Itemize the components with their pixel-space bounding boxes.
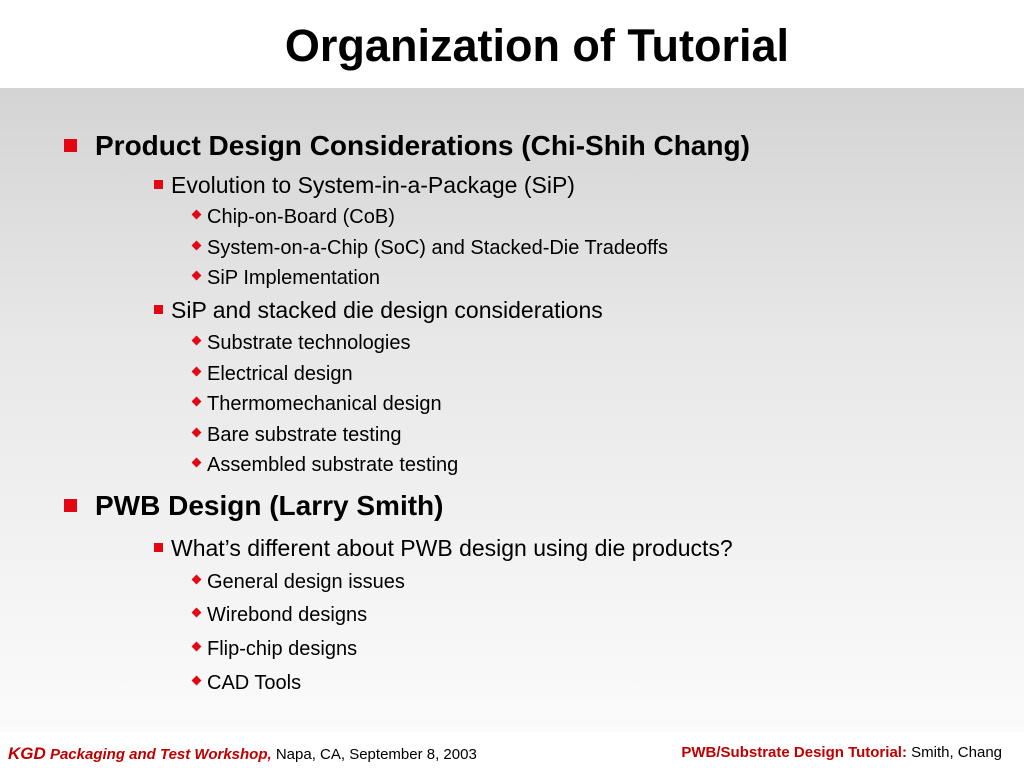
small-square-bullet-icon <box>154 305 163 314</box>
diamond-bullet-icon <box>192 676 202 686</box>
list-item-text: Bare substrate testing <box>207 424 402 446</box>
diamond-bullet-icon <box>192 458 202 468</box>
list-item-text: Flip-chip designs <box>207 638 358 660</box>
diamond-bullet-icon <box>192 271 202 281</box>
diamond-bullet-icon <box>192 608 202 618</box>
list-item <box>192 265 380 291</box>
footer-tutorial-label: PWB/Substrate Design Tutorial: <box>681 744 907 761</box>
diamond-bullet-icon <box>192 397 202 407</box>
slide-title: Organization of Tutorial <box>284 20 790 71</box>
diamond-bullet-icon <box>192 642 202 652</box>
diamond-bullet-icon <box>192 336 202 346</box>
section-heading-text: PWB Design (Larry Smith) <box>95 490 444 521</box>
subsection-label: SiP and stacked die design considerations <box>171 297 603 323</box>
list-item-text: CAD Tools <box>207 672 302 694</box>
square-bullet-icon <box>64 139 77 152</box>
list-item-text: Assembled substrate testing <box>207 454 459 476</box>
list-item <box>192 391 442 417</box>
diamond-bullet-icon <box>192 241 202 251</box>
list-item <box>192 361 353 387</box>
list-item-text: Thermomechanical design <box>207 393 442 415</box>
subsection-label: Evolution to System-in-a-Package (SiP) <box>171 172 575 198</box>
diamond-bullet-icon <box>192 575 202 585</box>
list-item-text: General design issues <box>207 571 405 593</box>
list-item-text: Chip-on-Board (CoB) <box>207 206 395 228</box>
square-bullet-icon <box>64 499 77 512</box>
list-item-text: System-on-a-Chip (SoC) and Stacked-Die Tradeoffs <box>207 237 668 259</box>
subsection-item <box>154 296 603 324</box>
list-item <box>192 569 405 595</box>
list-item <box>192 670 301 696</box>
list-item-text: Electrical design <box>207 363 353 385</box>
title-band <box>0 0 1024 88</box>
list-item <box>192 330 410 356</box>
footer-brand-workshop: Packaging and Test Workshop, <box>45 746 272 763</box>
diamond-bullet-icon <box>192 367 202 377</box>
list-item <box>192 204 395 230</box>
footer-authors: Smith, Chang <box>906 744 1002 761</box>
section-heading <box>64 129 750 163</box>
list-item <box>192 452 458 478</box>
footer-brand-kgd: KGD <box>8 744 46 763</box>
list-item-text: Wirebond designs <box>207 604 368 626</box>
list-item <box>192 422 402 448</box>
slide-footer <box>0 732 1024 768</box>
list-item <box>192 235 668 261</box>
list-item <box>192 636 357 662</box>
small-square-bullet-icon <box>154 543 163 552</box>
section-heading-text: Product Design Considerations (Chi-Shih Chang) <box>95 130 750 161</box>
list-item <box>192 602 367 628</box>
diamond-bullet-icon <box>192 210 202 220</box>
subsection-label: What’s different about PWB design using die products? <box>171 535 733 561</box>
footer-right <box>681 744 1002 761</box>
footer-location-date: Napa, CA, September 8, 2003 <box>271 746 477 763</box>
diamond-bullet-icon <box>192 428 202 438</box>
section-heading <box>64 489 443 523</box>
small-square-bullet-icon <box>154 180 163 189</box>
subsection-item <box>154 171 575 199</box>
list-item-text: Substrate technologies <box>207 332 411 354</box>
footer-left <box>8 744 477 764</box>
list-item-text: SiP Implementation <box>207 267 381 289</box>
subsection-item <box>154 534 733 562</box>
